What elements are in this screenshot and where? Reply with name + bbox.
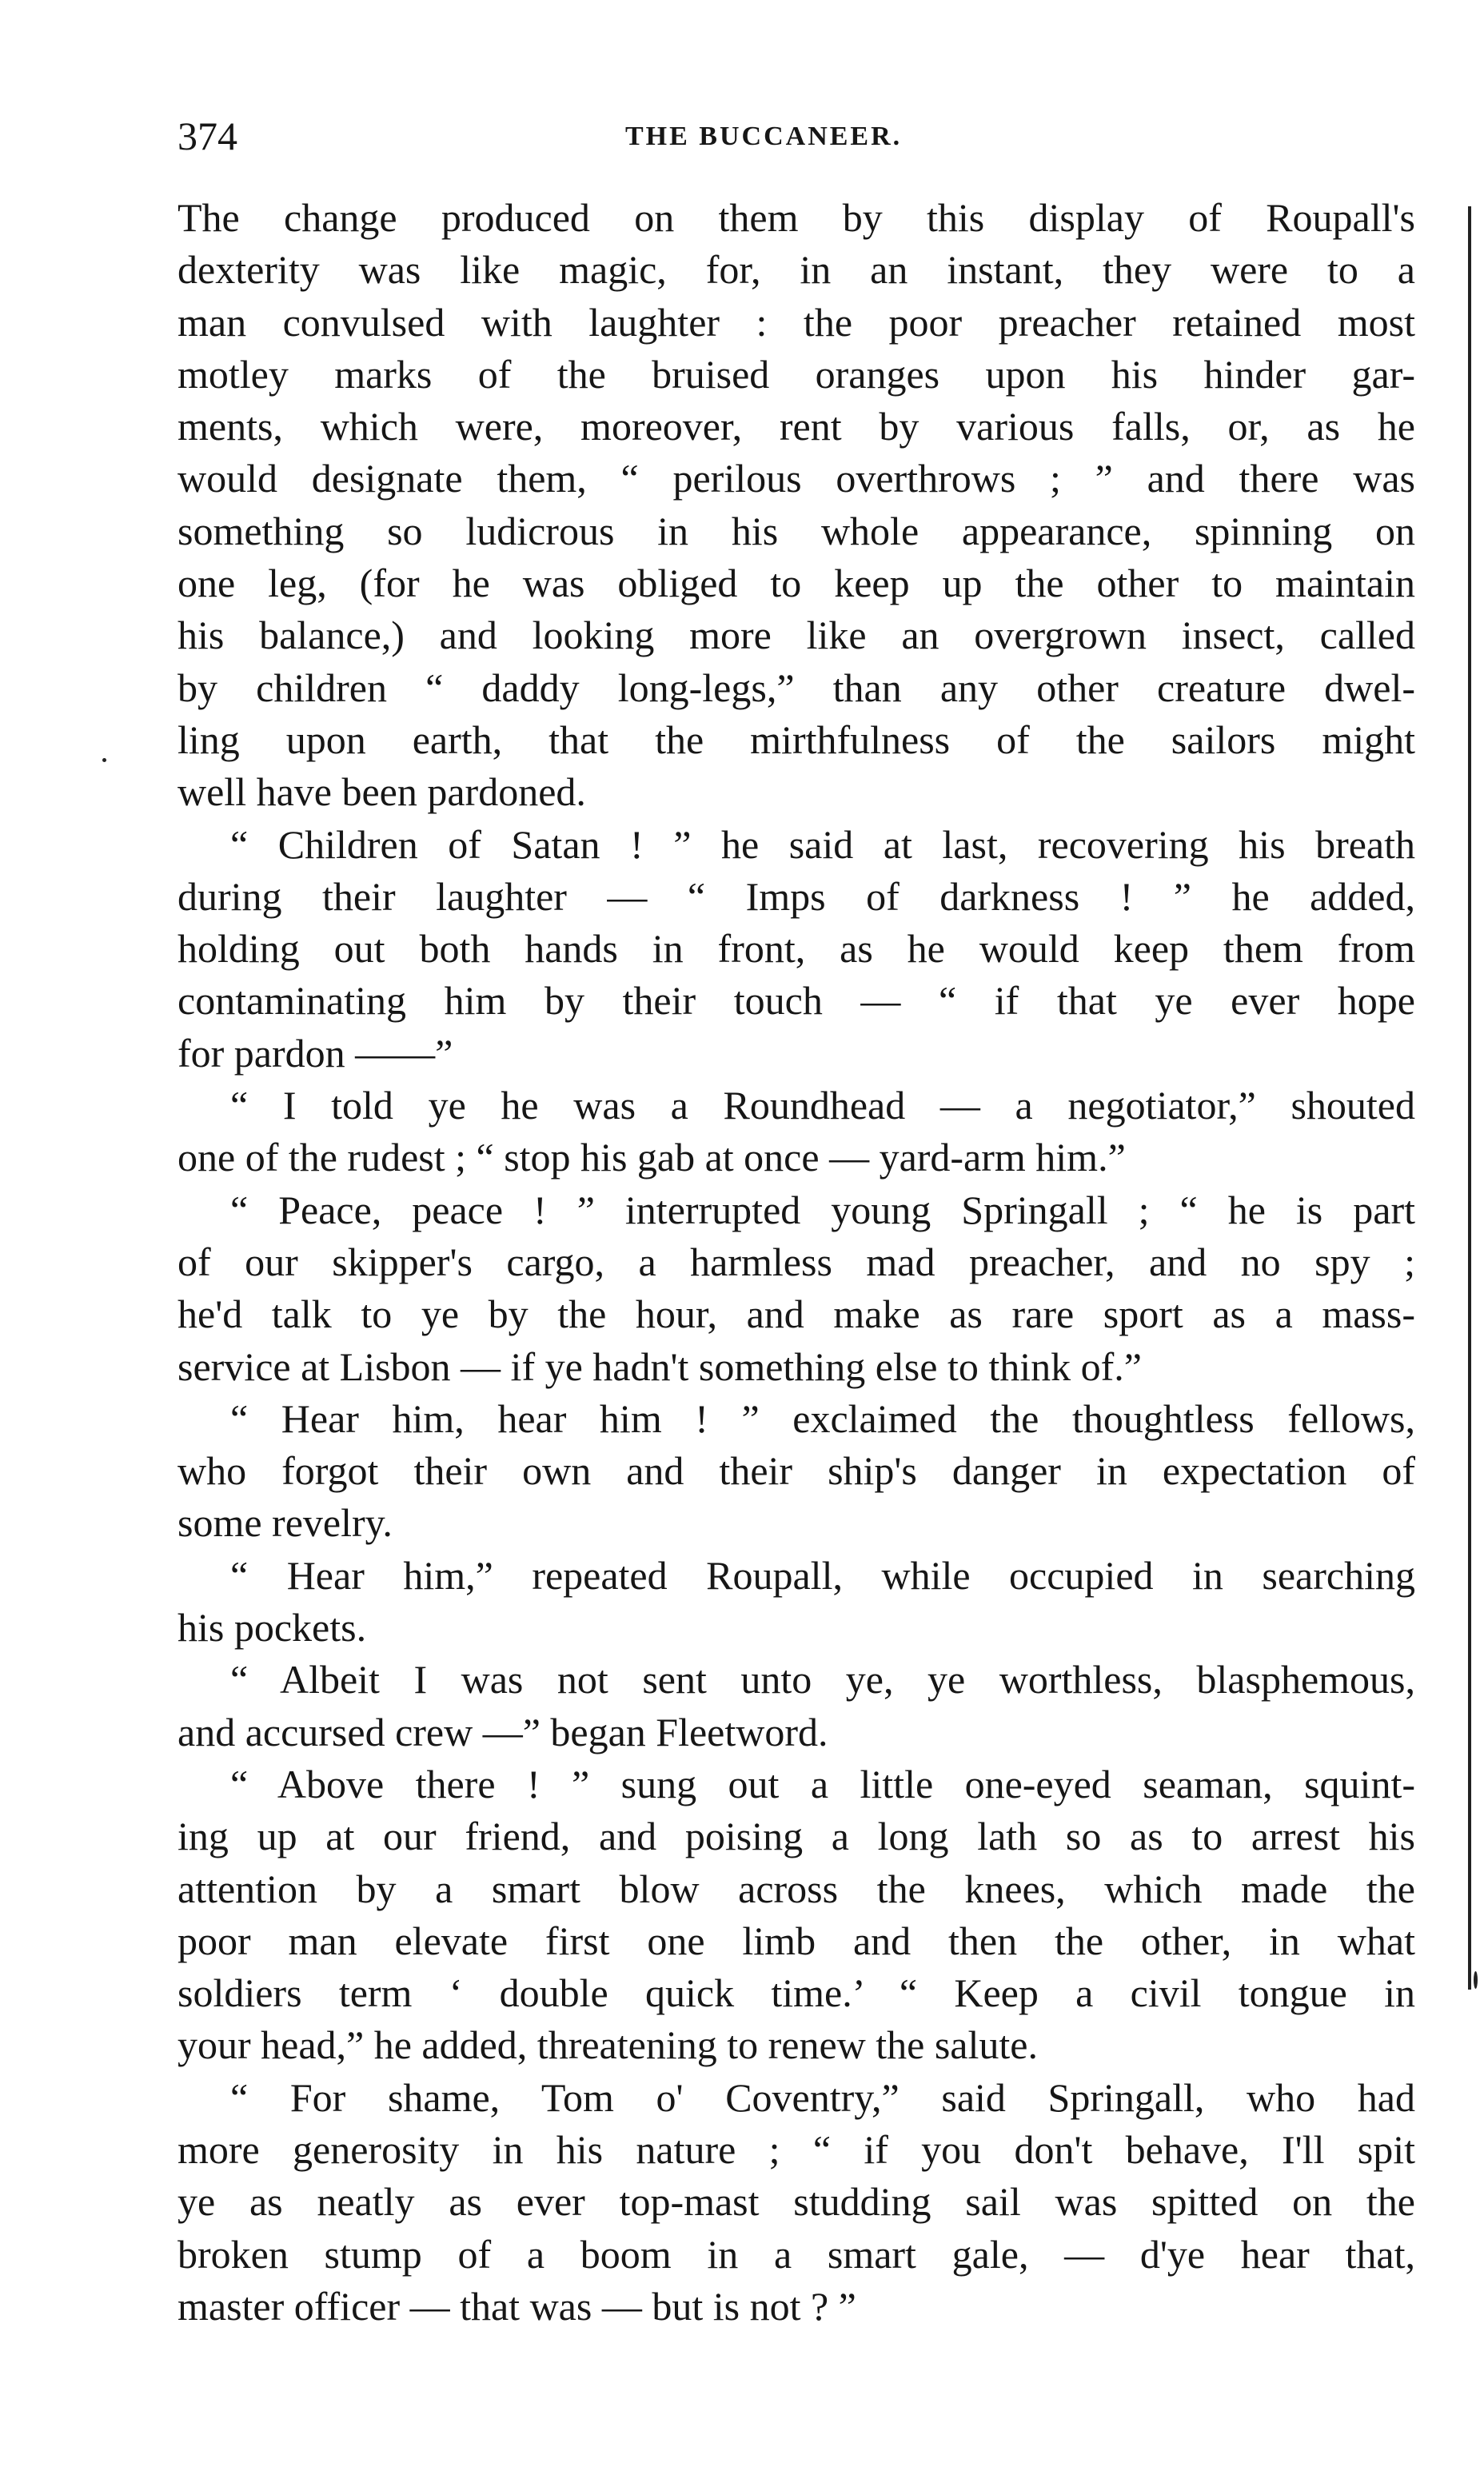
page-header [178, 112, 1441, 160]
text-line: his balance,) and looking more like an overgrown insect, called [178, 613, 1415, 658]
margin-rule [1468, 206, 1471, 1990]
text-line: who forgot their own and their ship's danger in expectation of [178, 1448, 1415, 1494]
margin-speck [1474, 1971, 1478, 1989]
text-line: holding out both hands in front, as he would keep them from [178, 926, 1415, 972]
running-title: THE BUCCANEER. [625, 122, 903, 151]
text-line: something so ludicrous in his whole appearance, spinning on [178, 508, 1415, 553]
text-line: contaminating him by their touch — “ if that ye ever hope [178, 978, 1415, 1024]
text-line: ye as neatly as ever top-mast studding sail was spitted on the [178, 2179, 1415, 2225]
text-line: of our skipper's cargo, a harmless mad preacher, and no spy ; [178, 1239, 1415, 1284]
text-line: attention by a smart blow across the knees, which made the [178, 1866, 1415, 1911]
text-line: he'd talk to ye by the hour, and make as rare sport as a mass- [178, 1291, 1415, 1337]
text-line: “ I told ye he was a Roundhead — a negotiator,” shouted [230, 1083, 1415, 1128]
text-line: dexterity was like magic, for, in an instant, they were to a [178, 247, 1415, 293]
text-line: his pockets. [178, 1605, 367, 1651]
text-line: “ Peace, peace ! ” interrupted young Springall ; “ he is part [230, 1187, 1415, 1232]
text-line: motley marks of the bruised oranges upon his hinder gar- [178, 351, 1415, 397]
text-line: man convulsed with laughter : the poor preacher retained most [178, 299, 1415, 345]
text-line: “ Children of Satan ! ” he said at last, recovering his breath [230, 821, 1415, 867]
text-line: your head,” he added, threatening to renew the salute. [178, 2022, 1038, 2068]
text-line: for pardon ——” [178, 1030, 453, 1076]
text-line: one leg, (for he was obliged to keep up the other to maintain [178, 561, 1415, 606]
text-line: more generosity in his nature ; “ if you don't behave, I'll spit [178, 2126, 1415, 2172]
text-line: broken stump of a boom in a smart gale, — d'ye hear that, [178, 2231, 1415, 2277]
text-line: “ For shame, Tom o' Coventry,” said Springall, who had [230, 2074, 1415, 2120]
text-line: The change produced on them by this display of Roupall's [178, 195, 1415, 240]
margin-speck [102, 758, 106, 762]
text-line: one of the rudest ; “ stop his gab at once — yard-arm him.” [178, 1135, 1126, 1180]
text-line: “ Albeit I was not sent unto ye, ye worthless, blasphemous, [230, 1657, 1415, 1703]
text-line: during their laughter — “ Imps of darkness ! ” he added, [178, 873, 1415, 919]
page-number: 374 [178, 114, 237, 158]
text-line: poor man elevate first one limb and then the other, in what [178, 1918, 1415, 1963]
body-text [178, 192, 1415, 2333]
text-line: ling upon earth, that the mirthfulness of the sailors might [178, 717, 1415, 762]
text-line: soldiers term ‘ double quick time.’ “ Keep a civil tongue in [178, 1970, 1415, 2016]
text-line: master officer — that was — but is not ? ” [178, 2283, 856, 2329]
text-line: “ Hear him,” repeated Roupall, while occupied in searching [230, 1552, 1415, 1598]
text-line: “ Hear him, hear him ! ” exclaimed the thoughtless fellows, [230, 1395, 1415, 1441]
text-line: by children “ daddy long-legs,” than any other creature dwel- [178, 665, 1415, 710]
text-line: service at Lisbon — if ye hadn't something else to think of.” [178, 1343, 1142, 1389]
text-line: ing up at our friend, and poising a long lath so as to arrest his [178, 1814, 1415, 1859]
text-line: and accursed crew —” began Fleetword. [178, 1709, 828, 1754]
text-line: some revelry. [178, 1500, 393, 1546]
text-line: well have been pardoned. [178, 769, 586, 815]
text-line: would designate them, “ perilous overthrows ; ” and there was [178, 456, 1415, 501]
text-line: ments, which were, moreover, rent by various falls, or, as he [178, 404, 1415, 449]
text-line: “ Above there ! ” sung out a little one-eyed seaman, squint- [230, 1761, 1415, 1806]
